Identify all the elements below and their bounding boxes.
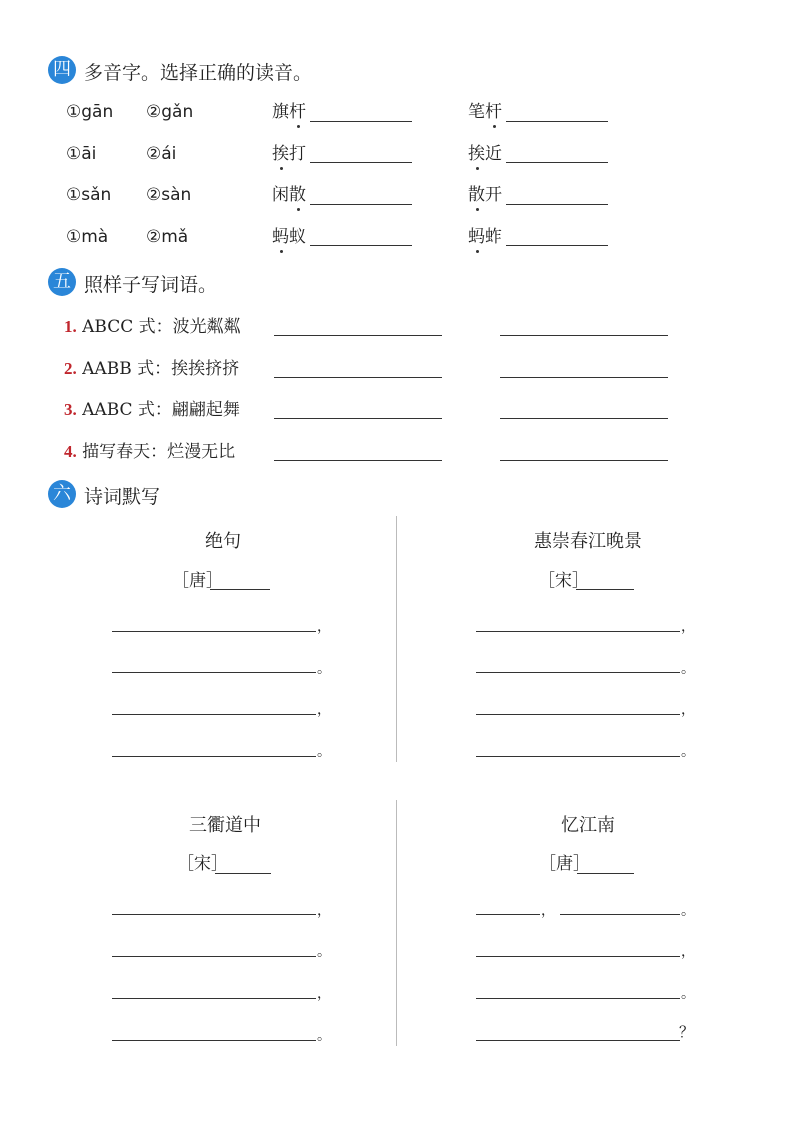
comma-punct: ， — [317, 903, 331, 919]
item-number: 4. — [64, 442, 77, 461]
poem-line-blank[interactable] — [112, 998, 316, 999]
question-punct: ？ — [679, 1023, 695, 1041]
polyphone-word: 蚂蚱 — [468, 227, 502, 247]
comma-punct: ， — [317, 986, 331, 1002]
poem-line-blank[interactable] — [560, 914, 680, 915]
comma-punct: ， — [317, 702, 331, 718]
emphasis-dot — [297, 208, 300, 211]
answer-blank[interactable] — [506, 121, 608, 122]
section-6-badge: 六 — [48, 480, 76, 508]
poem-line-blank[interactable] — [112, 631, 316, 632]
comma-punct: ， — [317, 619, 331, 635]
column-divider — [396, 800, 397, 1046]
poem-title: 忆江南 — [561, 815, 615, 836]
section-4-title: 多音字。选择正确的读音。 — [84, 62, 313, 84]
polyphone-word: 散开 — [468, 185, 502, 205]
poem-line-blank[interactable] — [476, 672, 680, 673]
answer-blank[interactable] — [274, 335, 442, 336]
answer-blank[interactable] — [310, 204, 412, 205]
poem-line-blank[interactable] — [112, 914, 316, 915]
poem-title: 三衢道中 — [189, 815, 261, 836]
polyphone-word: 蚂蚁 — [272, 227, 306, 247]
column-divider — [396, 516, 397, 762]
pinyin-option-1: ①āi — [66, 144, 97, 164]
emphasis-dot — [476, 167, 479, 170]
comma-punct: ， — [681, 944, 695, 960]
polyphone-word: 闲散 — [272, 185, 306, 205]
poem-dynasty: ［宋］ — [538, 571, 589, 591]
item-text: ABCC 式：波光粼粼 — [82, 317, 241, 337]
poem-line-blank[interactable] — [476, 714, 680, 715]
emphasis-dot — [476, 208, 479, 211]
exercise-item — [64, 441, 235, 463]
poem-line-blank[interactable] — [476, 1040, 680, 1041]
exercise-item — [64, 358, 239, 380]
answer-blank[interactable] — [500, 460, 668, 461]
poem-line-blank[interactable] — [476, 914, 540, 915]
section-6-title: 诗词默写 — [84, 486, 161, 508]
polyphone-word: 笔杆 — [468, 102, 502, 122]
poem-line-blank[interactable] — [476, 631, 680, 632]
poem-title: 惠崇春江晚景 — [534, 531, 642, 552]
answer-blank[interactable] — [310, 245, 412, 246]
poem-title: 绝句 — [205, 531, 241, 552]
answer-blank[interactable] — [506, 245, 608, 246]
poem-dynasty: ［宋］ — [177, 854, 228, 874]
pinyin-option-2: ②ái — [146, 144, 177, 164]
poem-line-blank[interactable] — [476, 956, 680, 957]
poem-dynasty: ［唐］ — [172, 571, 223, 591]
emphasis-dot — [297, 125, 300, 128]
item-text: AABC 式：翩翩起舞 — [82, 400, 240, 420]
item-text: AABB 式：挨挨挤挤 — [82, 359, 240, 379]
emphasis-dot — [280, 167, 283, 170]
item-number: 2. — [64, 359, 77, 378]
item-text: 描写春天：烂漫无比 — [82, 442, 236, 462]
section-4-badge: 四 — [48, 56, 76, 84]
author-blank[interactable] — [210, 589, 270, 590]
poem-line-blank[interactable] — [476, 998, 680, 999]
period-punct: 。 — [317, 944, 331, 960]
answer-blank[interactable] — [500, 377, 668, 378]
period-punct: 。 — [681, 661, 695, 677]
answer-blank[interactable] — [506, 162, 608, 163]
item-number: 1. — [64, 317, 77, 336]
poem-line-blank[interactable] — [112, 1040, 316, 1041]
answer-blank[interactable] — [310, 162, 412, 163]
author-blank[interactable] — [577, 873, 634, 874]
answer-blank[interactable] — [274, 460, 442, 461]
polyphone-word: 挨打 — [272, 144, 306, 164]
pinyin-option-1: ①mà — [66, 227, 109, 247]
comma-punct: ， — [681, 619, 695, 635]
period-punct: 。 — [317, 1028, 331, 1044]
poem-line-blank[interactable] — [112, 756, 316, 757]
answer-blank[interactable] — [500, 418, 668, 419]
exercise-item — [64, 399, 240, 421]
exercise-item — [64, 316, 241, 338]
period-punct: 。 — [317, 661, 331, 677]
comma-punct: ， — [681, 702, 695, 718]
answer-blank[interactable] — [310, 121, 412, 122]
section-5-title: 照样子写词语。 — [84, 274, 218, 296]
answer-blank[interactable] — [274, 418, 442, 419]
pinyin-option-2: ②mǎ — [146, 227, 189, 247]
item-number: 3. — [64, 400, 77, 419]
poem-line-blank[interactable] — [112, 956, 316, 957]
author-blank[interactable] — [576, 589, 634, 590]
period-punct: 。 — [681, 903, 695, 919]
author-blank[interactable] — [215, 873, 271, 874]
emphasis-dot — [476, 250, 479, 253]
comma-punct: ， — [541, 903, 555, 919]
pinyin-option-1: ①gān — [66, 102, 114, 122]
period-punct: 。 — [681, 744, 695, 760]
poem-dynasty: ［唐］ — [539, 854, 590, 874]
section-5-badge: 五 — [48, 268, 76, 296]
answer-blank[interactable] — [500, 335, 668, 336]
polyphone-word: 旗杆 — [272, 102, 306, 122]
emphasis-dot — [280, 250, 283, 253]
pinyin-option-1: ①sǎn — [66, 185, 112, 205]
answer-blank[interactable] — [506, 204, 608, 205]
poem-line-blank[interactable] — [112, 714, 316, 715]
emphasis-dot — [493, 125, 496, 128]
period-punct: 。 — [317, 744, 331, 760]
poem-line-blank[interactable] — [476, 756, 680, 757]
pinyin-option-2: ②gǎn — [146, 102, 194, 122]
period-punct: 。 — [681, 986, 695, 1002]
pinyin-option-2: ②sàn — [146, 185, 192, 205]
polyphone-word: 挨近 — [468, 144, 502, 164]
answer-blank[interactable] — [274, 377, 442, 378]
poem-line-blank[interactable] — [112, 672, 316, 673]
